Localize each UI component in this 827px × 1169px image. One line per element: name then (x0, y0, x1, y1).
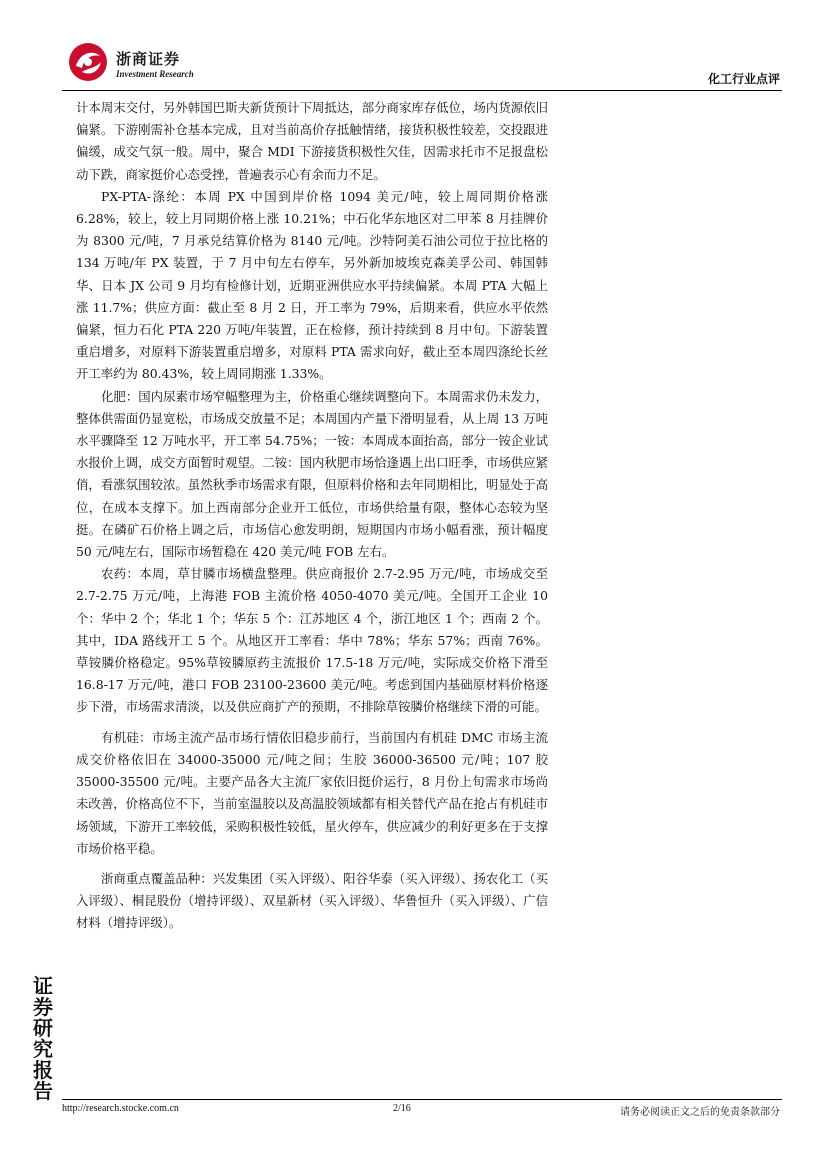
logo-icon (68, 42, 108, 82)
paragraph-silicone: 有机硅：市场主流产品市场行情依旧稳步前行，当前国内有机硅 DMC 市场主流成交价格依旧在 34000-35000 元/吨之间；生胶 36000-36500 元/吨；107 胶 35000-35500 元/吨。主要产品各大主流厂家依旧挺价运行，8 月份上旬需求市场尚未改善，价格高位不下，当前室温胶以及高温胶领域都有相关替代产品在抢占有机硅市场领域，下游开工率较低，采购积极性较低，星火停车，供应减少的利好更多在于支撑市场价格平稳。 (76, 729, 548, 856)
footer-url[interactable]: http://research.stocke.com.cn (62, 1103, 179, 1114)
paragraph-px-pta: PX-PTA-涤纶：本周 PX 中国到岸价格 1094 美元/吨，较上周同期价格涨 6.28%，较上，较上月同期价格上涨 10.21%；中石化华东地区对二甲苯 8 月挂牌价为 8300 元/吨，7 月承兑结算价格为 8140 元/吨。沙特阿美石油公司位于拉比格的 134 万吨/年 PX 装置，于 7 月中旬左右停车，另外新加坡埃克森美孚公司、韩国韩华、日本 JX 公司 9 月均有检修计划，近期亚洲供应水平持续偏紧。本周 PTA 大幅上涨 11.7%；供应方面：截止至 8 月 2 日，开工率为 79%，后期来看，供应水平依然偏紧，恒力石化 PTA 220 万吨/年装置，正在检修，预计持续到 8 月中旬。下游装置重启增多，对原料下游装置重启增多，对原料 PTA 需求向好，截止至本周四涤纶长丝开工率约为 80.43%，较上周同期涨 1.33%。 (76, 188, 548, 382)
paragraph-mdi-continued: 计本周末交付，另外韩国巴斯夫新货预计下周抵达，部分商家库存低位，场内货源依旧偏紧。下游刚需补仓基本完成，且对当前高价存抵触情绪，接货积极性较差，交投跟进偏缓，成交气氛一般。周中，聚合 MDI 下游接货积极性欠佳，因需求托市不足报盘松动下跌，商家挺价心态受挫，普遍表示心有余而力不足。 (76, 100, 548, 182)
body-text (76, 97, 548, 935)
paragraph-fertilizer: 化肥：国内尿素市场窄幅整理为主，价格重心继续调整向下。本周需求仍未发力，整体供需面仍显宽松，市场成交放量不足；本周国内产量下滑明显看，从上周 13 万吨水平骤降至 12 万吨水平，开工率 54.75%；一铵：本周成本面抬高，部分一铵企业试水报价上调，成交方面暂时观望。二铵：国内秋肥市场恰逢遇上出口旺季，市场供应紧俏，看涨氛围较浓。虽然秋季市场需求有限，但原料价格和去年同期相比，明显处于高位，在成本支撑下。加上西南部分企业开工低位，市场供给量有限，整体心态较为坚挺。在磷矿石价格上调之后，市场信心愈发明朗，短期国内市场小幅看涨，预计幅度 50 元/吨左右，国际市场暂稳在 420 美元/吨 FOB 左右。 (76, 388, 548, 560)
footer-disclaimer: 请务必阅读正文之后的免责条款部分 (620, 1107, 780, 1118)
footer-divider (62, 1099, 782, 1100)
logo-chinese-name: 浙商证券 (116, 50, 181, 68)
paragraph-pesticide: 农药：本周，草甘膦市场横盘整理。供应商报价 2.7-2.95 万元/吨，市场成交至 2.7-2.75 万元/吨，上海港 FOB 主流价格 4050-4070 美元/吨。全国开工企业 10 个：华中 2 个；华北 1 个；华东 5 个：江苏地区 4 个，浙江地区 1 个；西南 2 个。其中，IDA 路线开工 5 个。从地区开工率看：华中 78%；华东 57%；西南 76%。草铵膦价格稳定。95%草铵膦原药主流报价 17.5-18 万元/吨，实际成交价格下滑至 16.8-17 万元/吨，港口 FOB 23100-23600 美元/吨。考虑到国内基础原材料价格逐步下滑，市场需求清淡，以及供应商扩产的预期，不排除草铵膦价格继续下滑的可能。 (76, 566, 548, 715)
report-type: 化工行业点评 (707, 72, 780, 86)
header-divider (62, 90, 782, 91)
page-number: 2/16 (393, 1103, 411, 1114)
page-header (62, 32, 782, 90)
paragraph-coverage: 浙商重点覆盖品种：兴发集团（买入评级）、阳谷华泰（买入评级）、扬农化工（买入评级）、桐昆股份（增持评级）、双星新材（买入评级）、华鲁恒升（买入评级）、广信材料（增持评级）。 (76, 870, 548, 931)
side-label-research-report: 证 券 研 究 报 告 (33, 974, 53, 1103)
logo-english-name: Investment Research (116, 69, 194, 79)
